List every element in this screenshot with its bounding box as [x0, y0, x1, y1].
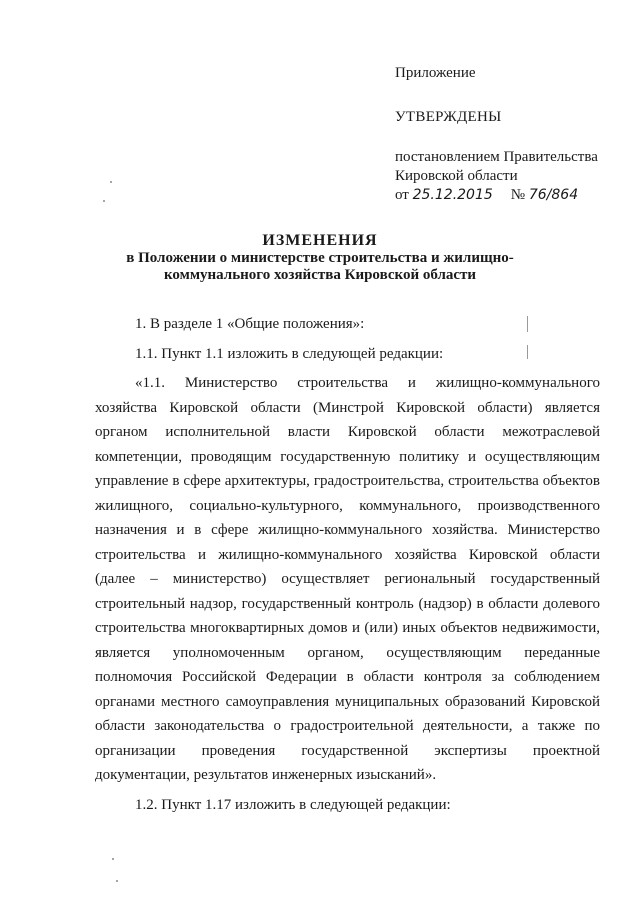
- title-subtitle: в Положении о министерстве строительства и жилищно-коммунального хозяйства Кировской области: [126, 250, 514, 283]
- paragraph-item-1-2: 1.2. Пункт 1.17 изложить в следующей редакции:: [135, 796, 451, 813]
- paragraph-section-1: 1. В разделе 1 «Общие положения»:: [135, 316, 365, 332]
- decree-line-1: постановлением Правительства: [395, 149, 598, 165]
- approval-header: [395, 64, 635, 205]
- paragraph-item-1-1: 1.1. Пункт 1.1 изложить в следующей редакции:: [135, 345, 444, 362]
- paragraph-item-1-1-text: «1.1. Министерство строительства и жилищно-коммунального хозяйства Кировской области (Минстрой Кировской области) является органом исполнительной власти Кировской области межотраслевой компетенции, проводящим государственную политику и осуществляющим управление в сфере архитектуры, градостроительства, строительства объектов жилищного, социально-культурного, коммунального, производственного назначения и в сфере жилищно-коммунального хозяйства. Министерство строительства и жилищно-коммунального хозяйства Кировской области (далее – министерство) осуществляет региональный государственный строительный надзор, государственный контроль (надзор) в области долевого строительства многоквартирных домов и (или) иных объектов недвижимости, является уполномоченным органом, осуществляющим переданные полномочия Российской Федерации в области контроля за соблюдением органами местного самоуправления муниципальных образований Кировской области законодательства о градостроительной деятельности, а также по организации проведения государственной экспертизы проектной документации, результатов инженерных изысканий».: [95, 375, 600, 783]
- number-prefix: №: [510, 187, 526, 203]
- approved-label: УТВЕРЖДЕНЫ: [395, 109, 502, 125]
- scan-speck-2: [103, 200, 105, 202]
- handwritten-number: 76/864: [528, 187, 579, 203]
- scan-mark-vertical-1: [527, 316, 528, 332]
- scan-mark-vertical-2: [527, 345, 528, 359]
- handwritten-date: 25.12.2015: [412, 187, 493, 203]
- scan-speck-4: [116, 880, 118, 882]
- title-main: ИЗМЕНЕНИЯ: [262, 232, 378, 249]
- decree-date-line: [395, 186, 635, 205]
- document-title: [80, 232, 560, 284]
- document-body: [95, 312, 600, 822]
- date-prefix: от: [395, 187, 409, 203]
- scan-speck-1: [110, 181, 112, 183]
- decree-line-2: Кировской области: [395, 168, 518, 184]
- appendix-label: Приложение: [395, 65, 476, 81]
- scan-speck-3: [112, 858, 114, 860]
